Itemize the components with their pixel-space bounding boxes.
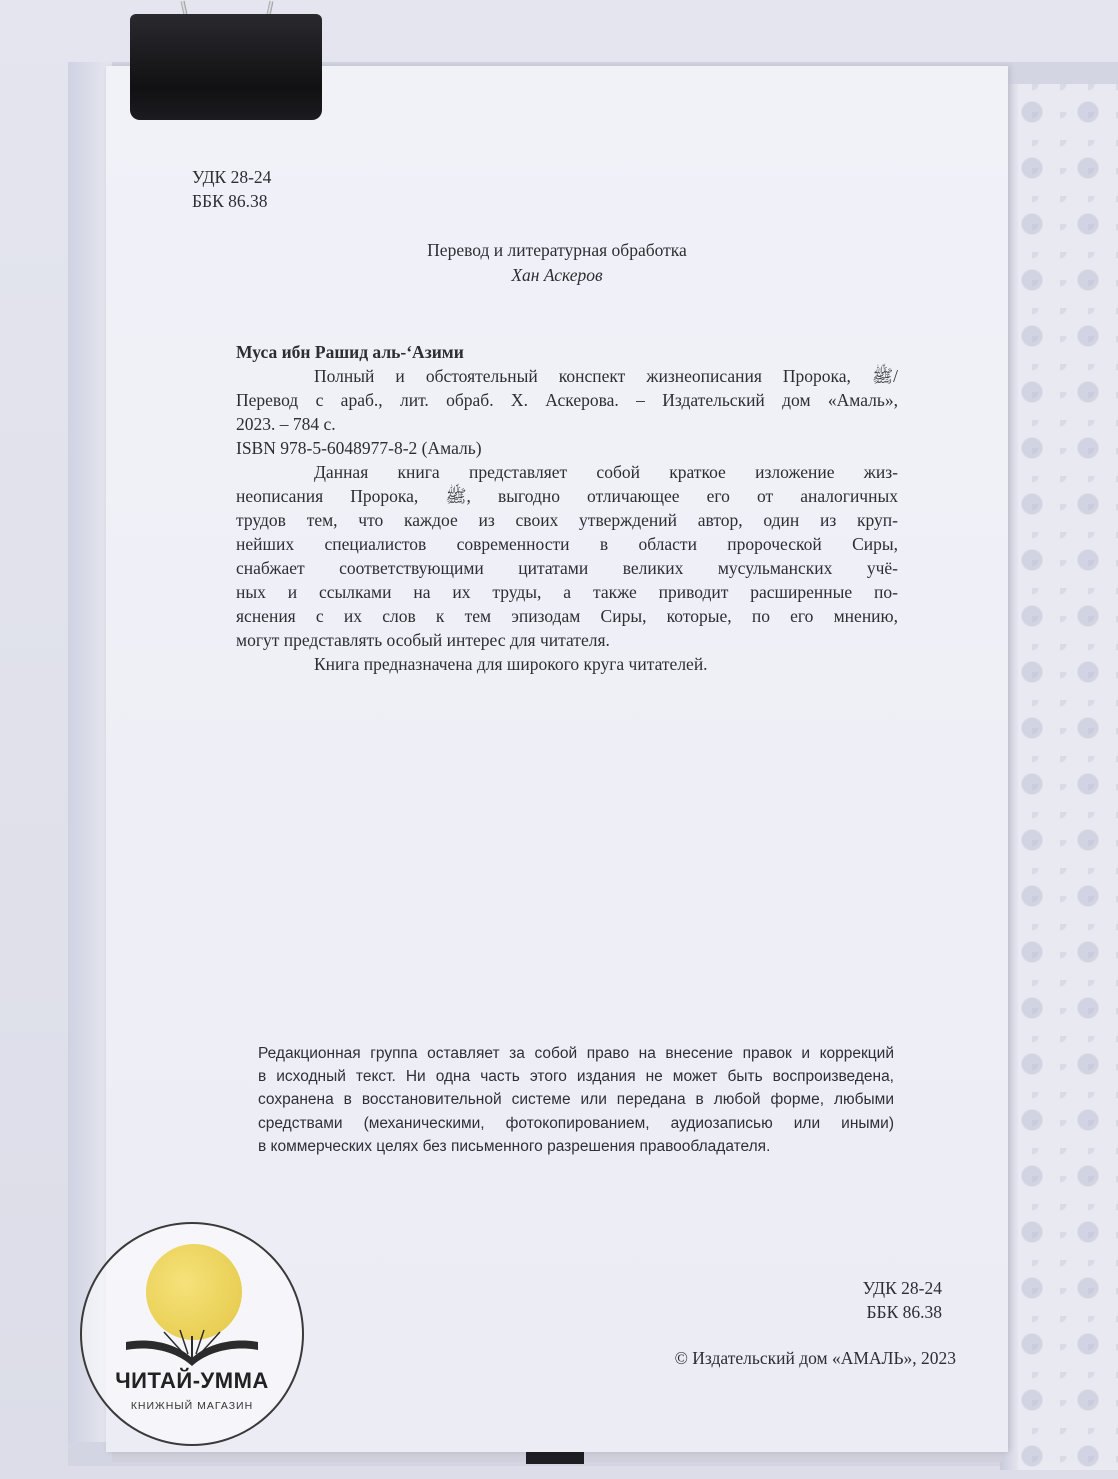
- legal-line: Редакционная группа оставляет за собой право на внесение правок и коррекций: [258, 1045, 894, 1062]
- annotation-line: нейших специалистов современности в области пророческой Сиры,: [236, 534, 898, 554]
- audience-note: Книга предназначена для широкого круга читателей.: [314, 654, 708, 674]
- open-book-icon: [124, 1328, 260, 1368]
- translator-name: Хан Аскеров: [511, 265, 603, 285]
- store-tagline: КНИЖНЫЙ МАГАЗИН: [130, 1400, 254, 1412]
- legal-line: в коммерческих целях без письменного разрешения правообладателя.: [258, 1137, 771, 1155]
- annotation-line: неописания Пророка, ﷺ, выгодно отличающее его от аналогичных: [236, 486, 898, 506]
- bibliographic-description: [236, 364, 898, 436]
- annotation-line: снабжает соответствующими цитатами великих мусульманских учё-: [236, 558, 898, 578]
- bib-line: 2023. – 784 с.: [236, 414, 336, 434]
- author-name: Муса ибн Рашид аль-‘Азими: [236, 342, 464, 362]
- bib-line: Полный и обстоятельный конспект жизнеописания Пророка, ﷺ/: [314, 366, 898, 386]
- clip-body: [130, 14, 322, 120]
- legal-line: сохранена в восстановительной системе или передана в любой форме, любыми: [258, 1091, 894, 1109]
- annotation-line: ных и ссылками на их труды, а также приводит расширенные по-: [236, 582, 898, 602]
- bbk-code-top: ББК 86.38: [192, 191, 268, 211]
- annotation-line: Данная книга представляет собой краткое изложение жиз-: [314, 462, 898, 482]
- udk-code-top: УДК 28-24: [192, 167, 272, 187]
- legal-line: в исходный текст. Ни одна часть этого издания не может быть воспроизведена,: [258, 1068, 894, 1086]
- annotation: [236, 460, 898, 676]
- bib-line: Перевод с араб., лит. обраб. Х. Аскерова. – Издательский дом «Амаль»,: [236, 390, 898, 410]
- legal-notice: [258, 1042, 894, 1158]
- cover-ornament-pattern: [1004, 84, 1118, 1470]
- udk-code-bottom: УДК 28-24: [862, 1278, 942, 1298]
- translation-label: Перевод и литературная обработка: [427, 240, 687, 260]
- moon-icon: [146, 1244, 242, 1340]
- annotation-line: могут представлять особый интерес для читателя.: [236, 630, 610, 650]
- annotation-line: трудов тем, что каждое из своих утверждений автор, один из круп-: [236, 510, 898, 530]
- copyright-text: © Издательский дом «АМАЛЬ», 2023: [674, 1348, 956, 1368]
- annotation-line: яснения с их слов к тем эпизодам Сиры, которые, по его мнению,: [236, 606, 898, 626]
- store-watermark-logo: [80, 1222, 304, 1446]
- bbk-code-bottom: ББК 86.38: [866, 1302, 942, 1322]
- copyright-line: [526, 1346, 956, 1370]
- isbn: ISBN 978-5-6048977-8-2 (Амаль): [236, 438, 482, 458]
- store-name: ЧИТАЙ-УММА: [115, 1368, 269, 1393]
- legal-line: средствами (механическими, фотокопированием, аудиозаписью или иными): [258, 1114, 894, 1132]
- bookmark-ribbon: [526, 1452, 584, 1464]
- binder-clip: [130, 14, 322, 120]
